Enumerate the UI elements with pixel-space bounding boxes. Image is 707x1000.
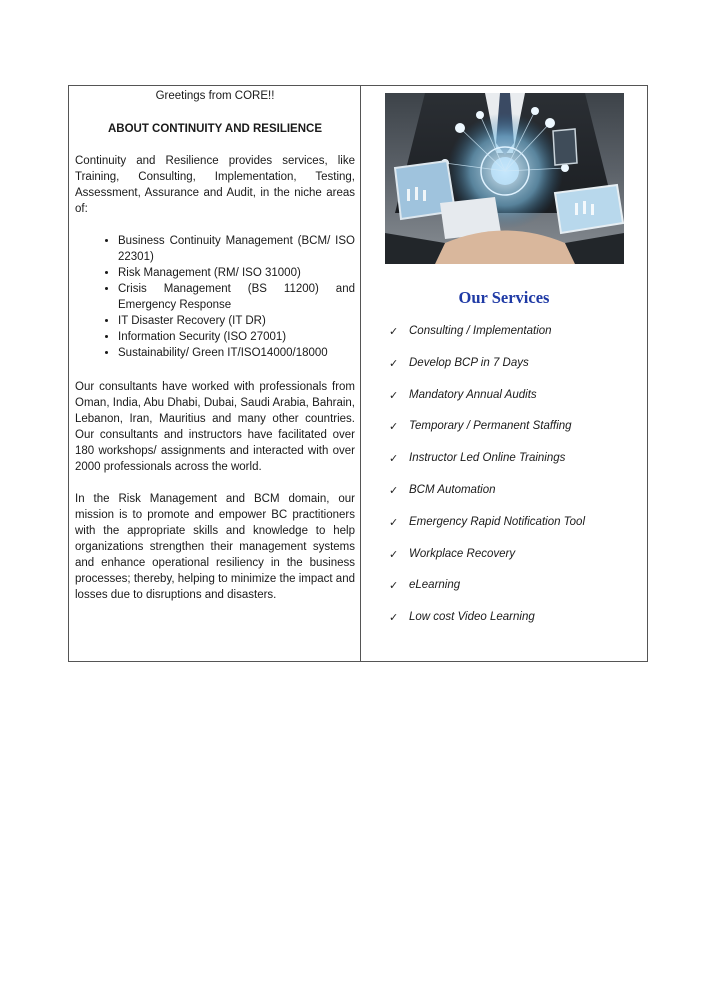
service-item: [389, 484, 585, 516]
service-label: Instructor Led Online Trainings: [409, 452, 566, 465]
content-table: [68, 85, 648, 662]
mission-paragraph: In the Risk Management and BCM domain, our mission is to promote and empower BC practitioners with the appropriate skills and knowledge to help organizations strengthen their management systems and enhance operational resiliency in the business processes; thereby, helping to minimize the impact and losses due to disruptions and disasters.: [75, 493, 355, 601]
consultants-paragraph: Our consultants have worked with professionals from Oman, India, Abu Dhabi, Dubai, Saudi Arabia, Bahrain, Lebanon, Iran, Mauritius and many other countries. Our consultants and instructors have facilitated over 180 workshops/ assignments and interacted with over 2000 professionals across the world.: [75, 381, 355, 473]
list-item: • Crisis Management (BS 11200) and Emergency Response: [118, 281, 355, 313]
services-column: [361, 86, 647, 661]
about-heading: ABOUT CONTINUITY AND RESILIENCE: [107, 123, 323, 135]
checkmark-icon: ✓: [389, 326, 399, 338]
list-item: • IT Disaster Recovery (IT DR): [118, 313, 355, 329]
checkmark-icon: ✓: [389, 580, 399, 593]
list-item: • Sustainability/ Green IT/ISO14000/18000: [118, 345, 355, 361]
services-list: [389, 325, 585, 643]
service-item: [389, 579, 585, 611]
services-title: Our Services: [458, 288, 550, 307]
intro-paragraph: Continuity and Resilience provides services, like Training, Consulting, Implementation, Testing, Assessment, Assurance and Audit, in the niche areas of:: [75, 155, 355, 215]
service-label: Mandatory Annual Audits: [409, 388, 537, 401]
checkmark-icon: ✓: [389, 357, 399, 370]
list-item: • Information Security (ISO 27001): [118, 329, 355, 345]
service-label: Workplace Recovery: [409, 547, 516, 560]
list-item: • Business Continuity Management (BCM/ ISO 22301): [118, 233, 355, 265]
service-label: Temporary / Permanent Staffing: [409, 420, 572, 433]
service-item: [389, 420, 585, 452]
checkmark-icon: ✓: [389, 612, 399, 625]
service-item: [389, 516, 585, 548]
niche-areas-list: [75, 233, 355, 361]
service-label: BCM Automation: [409, 483, 496, 496]
service-item: [389, 452, 585, 484]
checkmark-icon: ✓: [389, 389, 399, 402]
checkmark-icon: ✓: [389, 484, 399, 497]
service-item: [389, 389, 585, 421]
checkmark-icon: ✓: [389, 421, 399, 434]
about-column: [69, 86, 361, 661]
list-item: • Risk Management (RM/ ISO 31000): [118, 265, 355, 281]
greeting: Greetings from CORE!!: [155, 90, 275, 102]
service-item: [389, 325, 585, 357]
service-label: eLearning: [409, 579, 461, 592]
service-label: Consulting / Implementation: [409, 325, 552, 337]
checkmark-icon: ✓: [389, 516, 399, 529]
checkmark-icon: ✓: [389, 548, 399, 561]
business-network-illustration: [385, 93, 624, 264]
service-label: Low cost Video Learning: [409, 611, 535, 624]
service-label: Emergency Rapid Notification Tool: [409, 515, 585, 528]
service-item: [389, 357, 585, 389]
service-item: [389, 548, 585, 580]
checkmark-icon: ✓: [389, 453, 399, 466]
service-label: Develop BCP in 7 Days: [409, 356, 529, 369]
hero-image: [385, 93, 624, 264]
service-item: [389, 611, 585, 643]
